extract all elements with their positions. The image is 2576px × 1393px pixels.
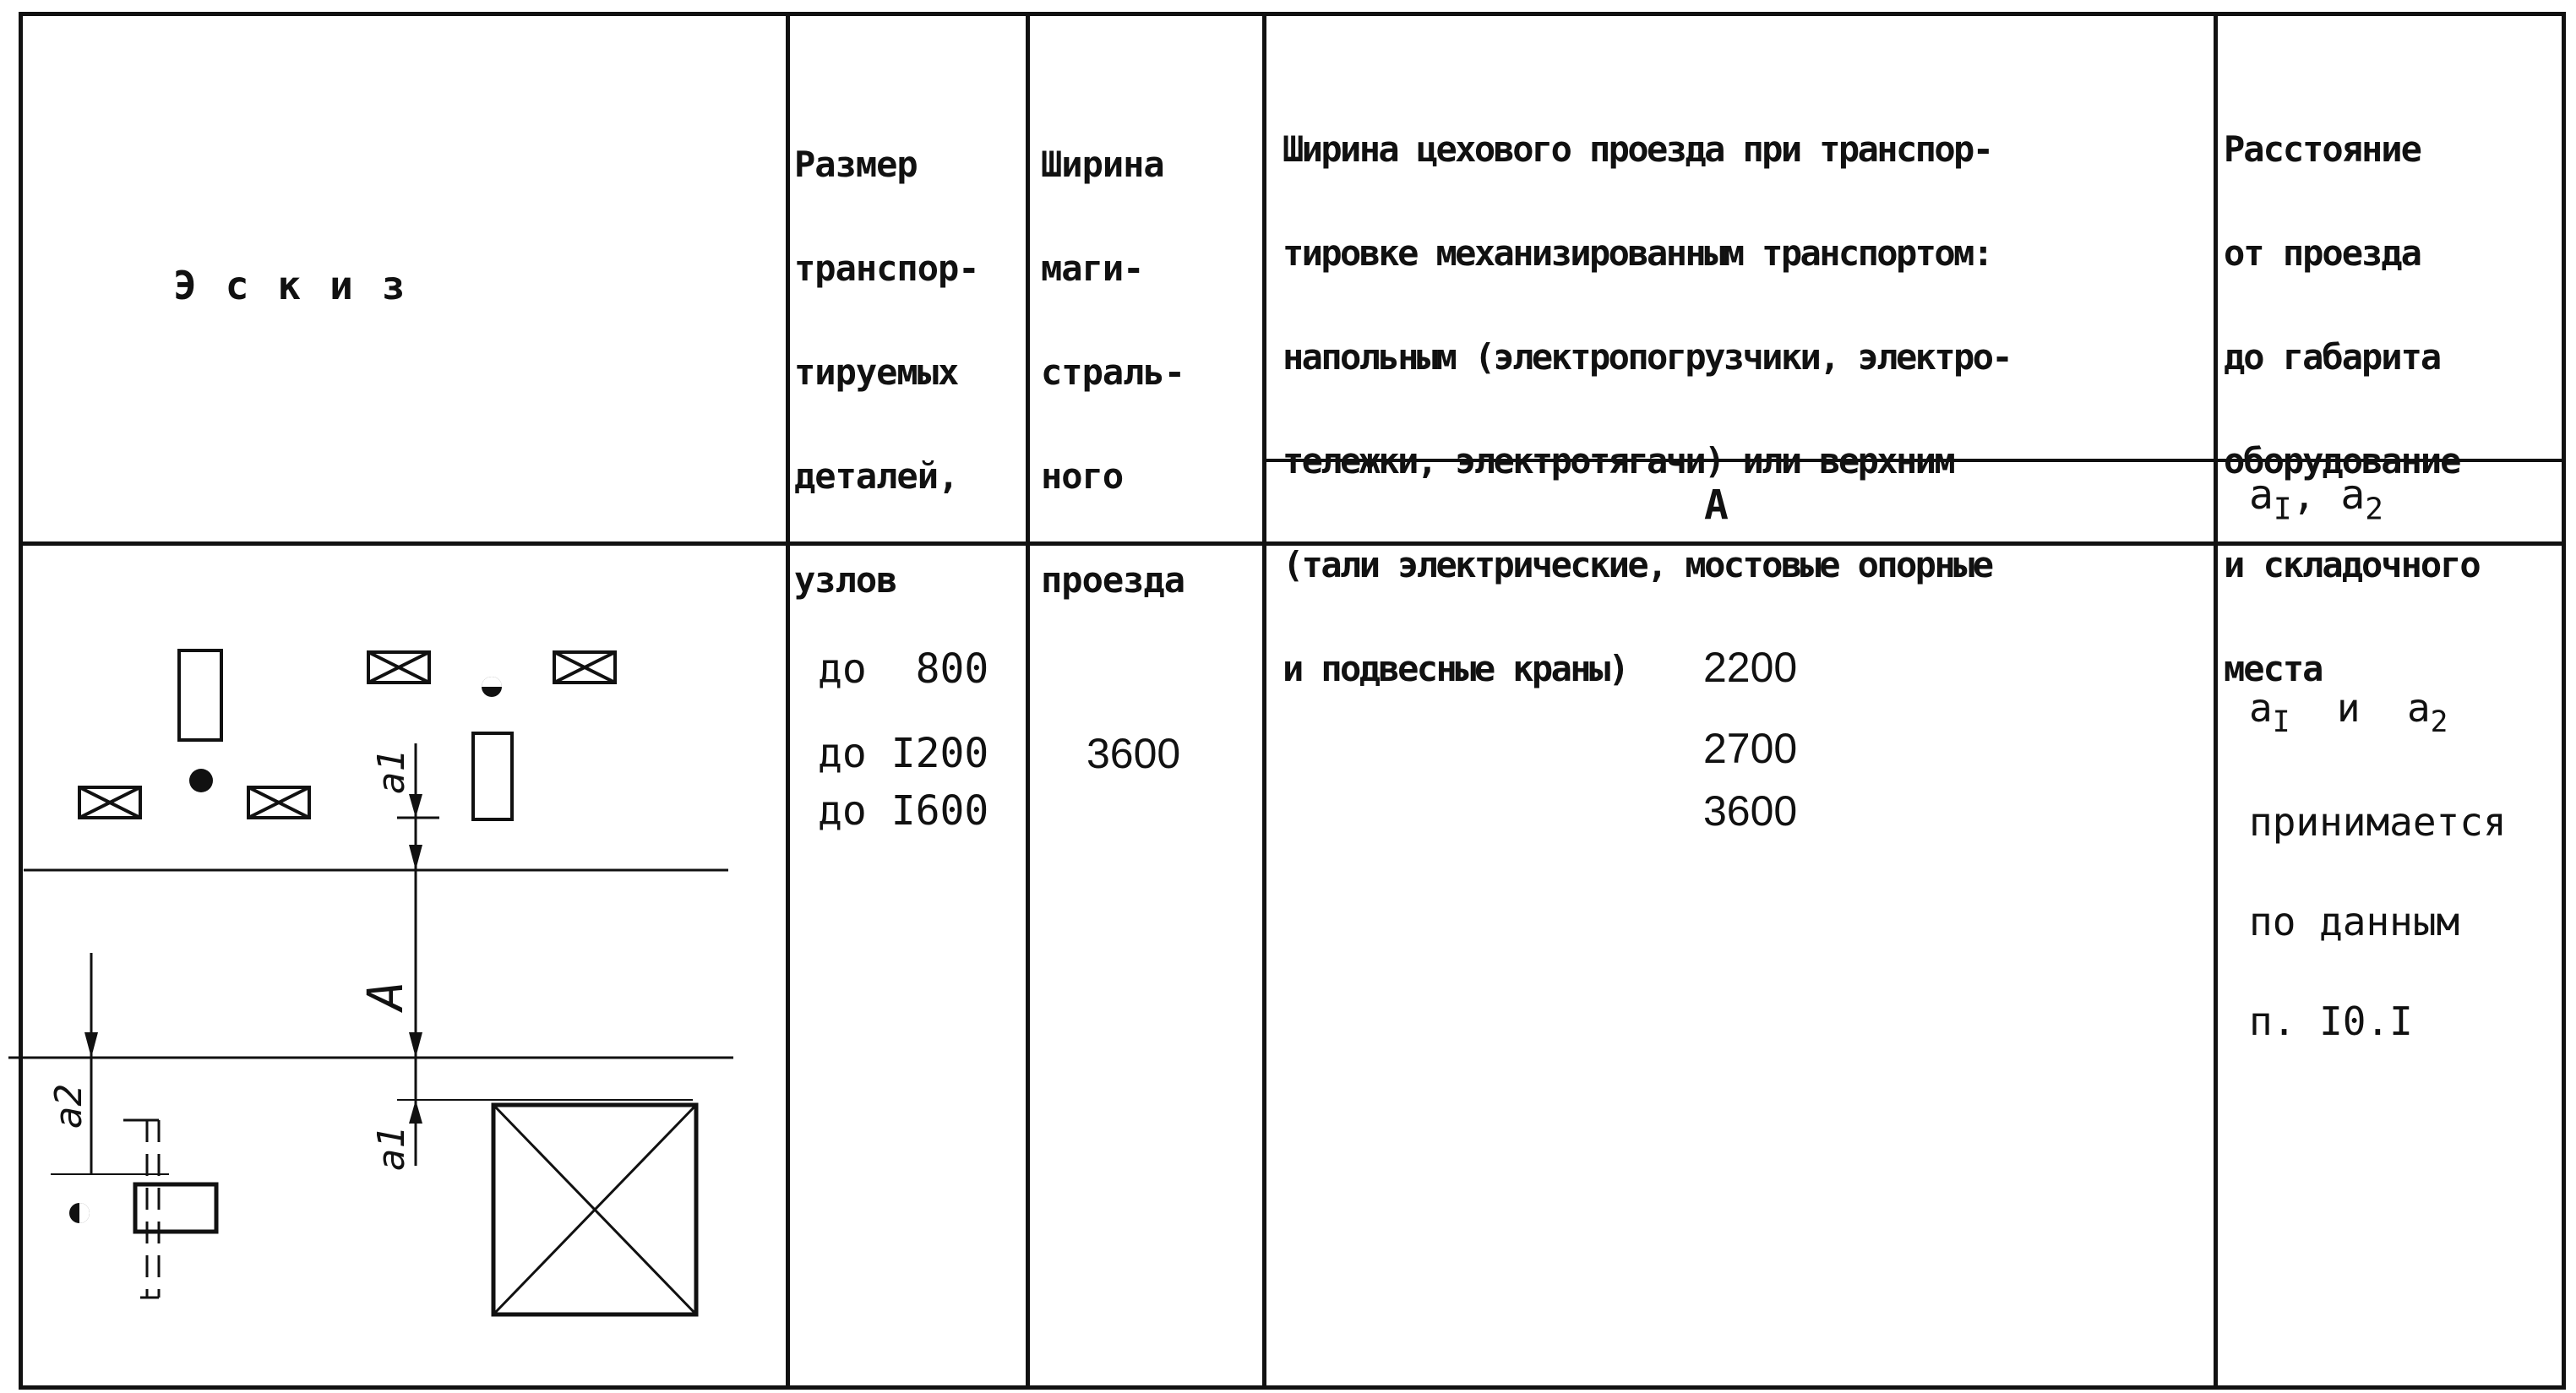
main-width-value: 3600 — [1086, 730, 1181, 777]
header-shop-width-line: Ширина цехового проезда при транспор- — [1283, 128, 1992, 170]
arrowhead — [409, 845, 422, 870]
header-shop-width-line: и подвесные краны) — [1283, 648, 1628, 689]
header-shop-width-line: напольным (электропогрузчики, электро- — [1283, 336, 2012, 378]
size-value: до I200 — [818, 730, 989, 777]
header-distance-line: оборудование — [2224, 440, 2460, 482]
note-a2-sub: 2 — [2430, 705, 2448, 740]
header-main-width-line: проезда — [1041, 559, 1185, 601]
shop-width-value: 3600 — [1703, 787, 1798, 835]
header-size-line: узлов — [794, 559, 897, 601]
header-size-line: деталей, — [794, 455, 959, 497]
symbol-a2: a — [2340, 471, 2366, 519]
equipment-rect-right — [473, 733, 512, 819]
sketch-label-a: A — [357, 981, 414, 1010]
equipment-rect-upper-left — [179, 650, 221, 740]
header-main-width-line: маги- — [1041, 248, 1144, 289]
note-first-line — [2249, 674, 2507, 756]
operator-mark-top-half — [482, 677, 502, 687]
shop-width-value: 2200 — [1703, 644, 1798, 691]
operator-mark-bottom-half — [79, 1203, 90, 1223]
operator-mark-mid — [189, 769, 213, 792]
header-distance-line: и складочного — [2224, 544, 2480, 585]
sketch-drawing — [0, 545, 786, 1390]
table-border-top — [19, 12, 2566, 16]
header-sketch: Эскиз — [173, 263, 434, 308]
symbol-separator: , — [2291, 471, 2341, 519]
header-size-line: транспор- — [794, 248, 979, 289]
header-distance-line: до габарита — [2224, 336, 2441, 378]
header-main-width-line: Ширина — [1041, 144, 1164, 185]
arrowhead — [409, 1032, 422, 1058]
header-shop-width-line: (тали электрические, мостовые опорные — [1283, 544, 1992, 585]
distance-note — [2249, 642, 2507, 1087]
header-shop-width-symbol: A — [1704, 482, 1729, 529]
column-divider-4 — [2214, 12, 2218, 1390]
symbol-a1: a — [2249, 471, 2274, 519]
arrowhead — [409, 794, 422, 818]
table-border-right — [2562, 12, 2566, 1390]
header-distance-line: от проезда — [2224, 232, 2421, 274]
header-shop-width-line: тележки, электротягачи) или верхним — [1283, 440, 1954, 482]
header-shop-width — [1283, 63, 2011, 755]
note-line: по данным — [2249, 899, 2460, 945]
header-size — [794, 78, 979, 667]
note-mid: и — [2290, 685, 2407, 731]
header-main-width-line: страль- — [1041, 351, 1185, 393]
header-shop-width-line: тировке механизированным транспортом: — [1283, 232, 1992, 274]
arrowhead — [84, 1032, 98, 1058]
header-distance-line: Расстояние — [2224, 128, 2421, 170]
size-value: до I600 — [818, 787, 989, 835]
header-distance-symbol — [2249, 471, 2383, 534]
note-a1-sub: I — [2272, 705, 2290, 740]
column-divider-1 — [786, 12, 790, 1390]
header-distance-line: места — [2224, 648, 2323, 689]
note-line: п. I0.I — [2249, 998, 2413, 1045]
sketch-label-a1-top: a1 — [370, 749, 413, 794]
header-main-width — [1041, 78, 1185, 667]
note-a1: a — [2249, 685, 2273, 731]
shop-width-value: 2700 — [1703, 725, 1798, 772]
sketch-label-a1-bottom: a1 — [370, 1126, 413, 1171]
header-size-line: Размер — [794, 144, 918, 185]
size-value: до 800 — [818, 645, 989, 693]
note-a2: a — [2406, 685, 2431, 731]
column-divider-2 — [1026, 12, 1030, 1390]
symbol-a1-sub: I — [2273, 492, 2292, 527]
header-main-width-line: ного — [1041, 455, 1124, 497]
arrowhead — [409, 1100, 422, 1124]
note-line: принимается — [2249, 799, 2507, 846]
header-size-line: тируемых — [794, 351, 959, 393]
symbol-a2-sub: 2 — [2365, 492, 2383, 527]
sketch-label-a2-left: a2 — [47, 1084, 90, 1129]
column-divider-3 — [1262, 12, 1266, 1390]
